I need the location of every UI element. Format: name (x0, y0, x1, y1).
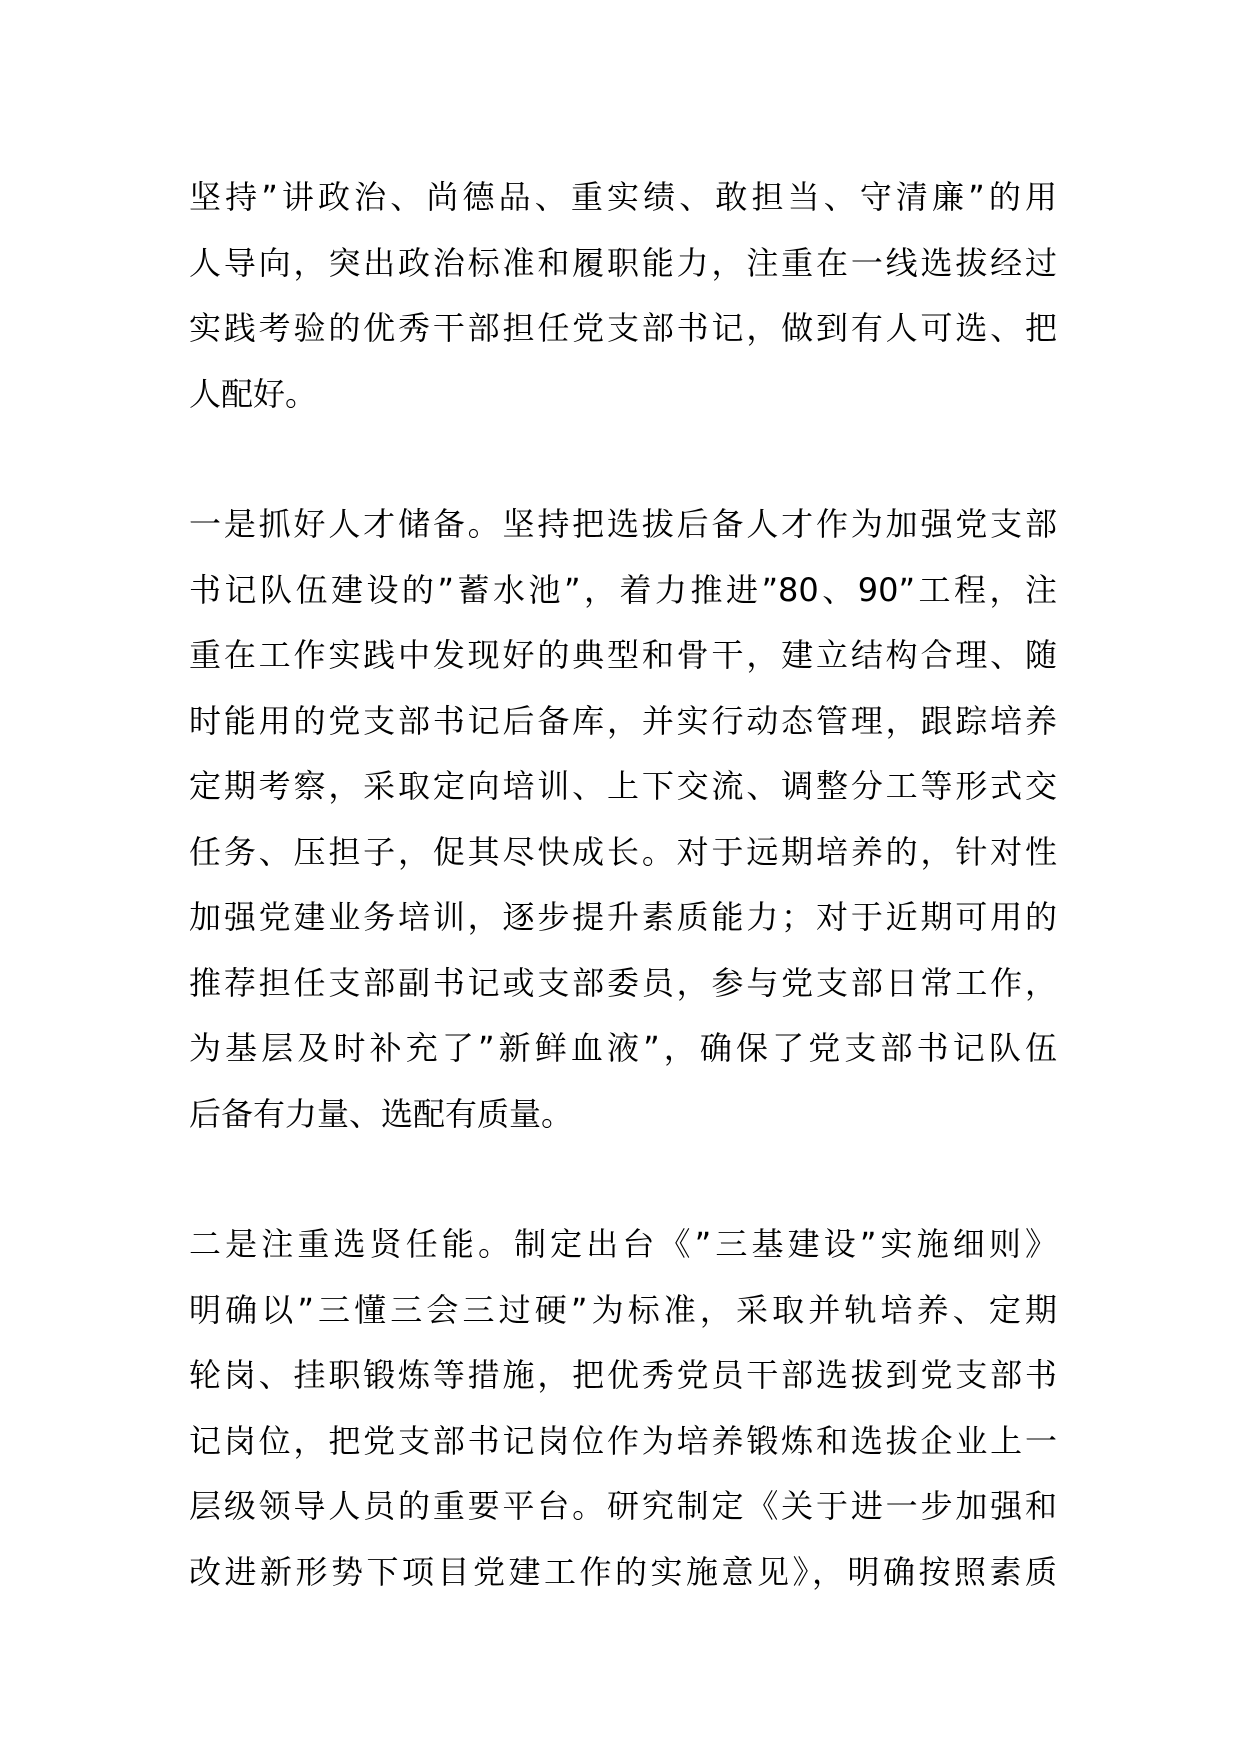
text-line: 轮岗、挂职锻炼等措施，把优秀党员干部选拔到党支部书 (189, 1356, 1057, 1394)
text-line: 时能用的党支部书记后备库，并实行动态管理，跟踪培养 (189, 701, 1057, 740)
text-line: 明确以”三懂三会三过硬”为标准，采取并轨培养、定期 (189, 1290, 1057, 1329)
paragraph-intro (189, 165, 1057, 427)
text-line: 人配好。 (189, 374, 318, 413)
text-line: 一是抓好人才储备。坚持把选拔后备人才作为加强党支部 (189, 505, 1057, 543)
text-line: 改进新形势下项目党建工作的实施意见》，明确按照素质 (189, 1552, 1057, 1591)
text-line: 记岗位，把党支部书记岗位作为培养锻炼和选拔企业上一 (189, 1421, 1057, 1460)
text-line: 实践考验的优秀干部担任党支部书记，做到有人可选、把 (189, 309, 1057, 347)
text-line: 人导向，突出政治标准和履职能力，注重在一线选拔经过 (189, 243, 1057, 282)
text-line: 推荐担任支部副书记或支部委员，参与党支部日常工作， (189, 963, 1057, 1002)
text-line: 任务、压担子，促其尽快成长。对于远期培养的，针对性 (189, 832, 1057, 871)
text-line: 二是注重选贤任能。制定出台《”三基建设”实施细则》 (189, 1225, 1057, 1263)
paragraph-talent-reserve (189, 492, 1057, 1147)
document-page (189, 165, 1057, 1670)
text-line: 为基层及时补充了”新鲜血液”，确保了党支部书记队伍 (189, 1029, 1057, 1067)
text-line: 坚持”讲政治、尚德品、重实绩、敢担当、守清廉”的用 (189, 178, 1057, 216)
text-line: 加强党建业务培训，逐步提升素质能力；对于近期可用的 (189, 898, 1057, 936)
text-line: 层级领导人员的重要平台。研究制定《关于进一步加强和 (189, 1487, 1057, 1525)
text-line: 重在工作实践中发现好的典型和骨干，建立结构合理、随 (189, 636, 1057, 674)
text-line: 书记队伍建设的”蓄水池”，着力推进”80、90”工程，注 (189, 570, 1057, 609)
text-line: 后备有力量、选配有质量。 (189, 1094, 574, 1133)
text-line: 定期考察，采取定向培训、上下交流、调整分工等形式交 (189, 767, 1057, 805)
paragraph-select-talent (189, 1212, 1057, 1605)
